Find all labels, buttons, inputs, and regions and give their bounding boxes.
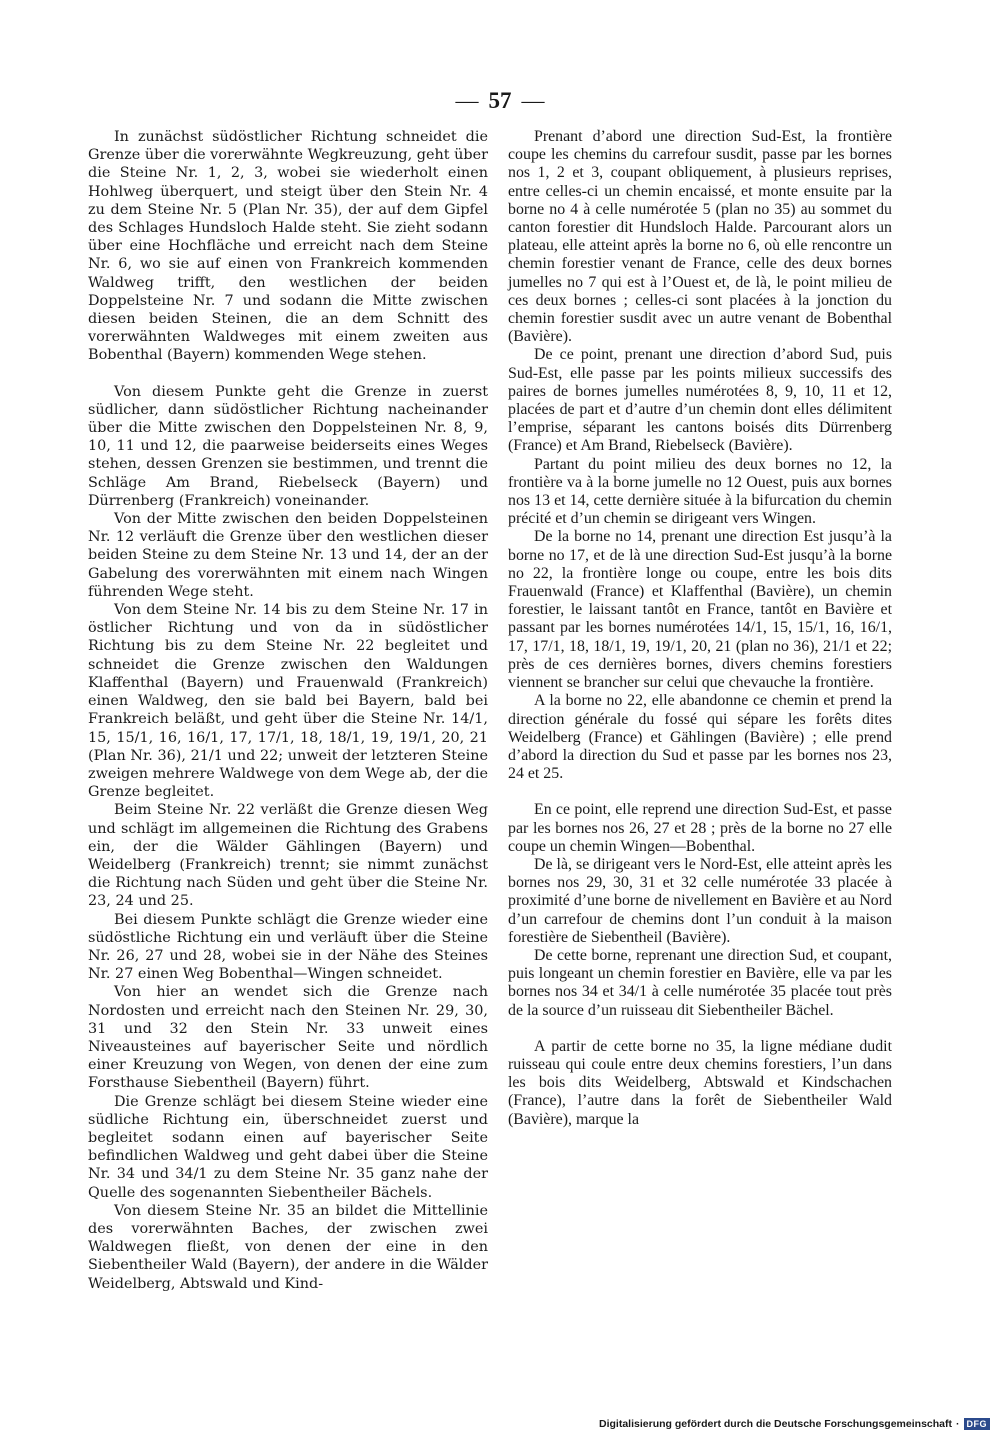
french-paragraph: De là, se dirigeant vers le Nord-Est, elle atteint après les bornes nos 29, 30, 31 et 32 celle numérotée 33 placée à proximité d’une borne de nivellement en Bavière et au Nord d’un carrefour de chemins dont l’un conduit à la maison forestière de Siebentheil (Bavière). [508, 855, 892, 946]
german-column [88, 128, 488, 1293]
french-paragraph: De la borne no 14, prenant une direction Est jusqu’à la borne no 17, et de là une direction Sud-Est jusqu’à la borne no 22, la frontière longe ou coupe, entre les bois dits Frauenwald (France) et Klaffenthal (Bavière), un chemin forestier, le laissant tantôt en France, tantôt en Bavière et passant par les bornes numérotées 14/1, 15, 15/1, 16, 16/1, 17, 17/1, 18, 18/1, 19, 19/1, 20, 21 (plan no 36), 21/1 et 22; près de ces dernières bornes, divers chemins forestiers viennent se brancher sur celui que chevauche la frontière. [508, 528, 892, 692]
page-number [0, 88, 1000, 114]
german-paragraph: Von diesem Steine Nr. 35 an bildet die Mittellinie des vorerwähnten Baches, der zwischen zwei Waldwegen fließt, von denen der eine in den Siebentheiler Wald (Bayern), der andere in die Wälder Weidelberg, Abtswald und Kind- [88, 1202, 488, 1292]
german-paragraph: Von dem Steine Nr. 14 bis zu dem Steine Nr. 17 in östlicher Richtung und von da in südöstlicher Richtung bis zu dem Steine Nr. 22 begleitet und schneidet die Grenze zwischen den Waldungen Klaffenthal (Bayern) und Frauenwald (Frankreich) einen Waldweg, den sie bald bei Bayern, bald bei Frankreich beläßt, und geht über die Steine Nr. 14/1, 15, 15/1, 16, 16/1, 17, 17/1, 18, 18/1, 19, 19/1, 20, 21 (Plan Nr. 36), 21/1 und 22; unweit der letzteren Steine zweigen mehrere Waldwege von dem Wege ab, der die Grenze begleitet. [88, 602, 488, 801]
german-paragraph: Von diesem Punkte geht die Grenze in zuerst südlicher, dann südöstlicher Richtung nacheinander über die Mitte zwischen den Doppelsteinen Nr. 8, 9, 10, 11 und 12, die paarweise beiderseits eines Weges stehen, dessen Grenzen sie bestimmen, und trennt die Schläge Am Brand, Riebelseck (Bayern) und Dürrenberg (Frankreich) voneinander. [88, 383, 488, 509]
german-paragraph: Beim Steine Nr. 22 verläßt die Grenze diesen Weg und schlägt im allgemeinen die Richtung des Grabens ein, der die Wälder Gählingen (Bayern) und Weidelberg (Frankreich) trennt; sie nimmt zunächst die Richtung nach Süden und geht über die Steine Nr. 23, 24 und 25. [88, 802, 488, 910]
page-number-dash-right: — [521, 88, 545, 113]
french-paragraph: A partir de cette borne no 35, la ligne médiane dudit ruisseau qui coule entre deux chemins forestiers, l’un dans les bois dits Weidelberg, Abtswald et Kindschachen (France), l’autre dans la forêt de Siebentheiler Wald (Bavière), marque la [508, 1037, 892, 1128]
french-paragraph: Partant du point milieu des deux bornes no 12, la frontière va à la borne jumelle no 12 Ouest, puis aux bornes nos 13 et 14, cette dernière située à la bifurcation du chemin précité et d’un chemin se dirigeant vers Wingen. [508, 455, 892, 528]
german-paragraph: Bei diesem Punkte schlägt die Grenze wieder eine südöstliche Richtung ein und verläuft über die Steine Nr. 26, 27 und 28, wobei sie in der Nähe des Steines Nr. 27 einen Weg Bobenthal—Wingen schneidet. [88, 911, 488, 983]
french-paragraph: De ce point, prenant une direction d’abord Sud, puis Sud-Est, elle passe par les points milieux successifs des paires de bornes jumelles numérotées 8, 9, 10, 11 et 12, placées de part et d’autre d’un chemin dont elles délimitent l’emprise, séparant les cantons boisés dits Dürrenberg (France) et Am Brand, Riebelseck (Bavière). [508, 346, 892, 455]
german-paragraph: Von der Mitte zwischen den beiden Doppelsteinen Nr. 12 verläuft die Grenze über den westlichen dieser beiden Steine zu dem Steine Nr. 13 und 14, der an der Gabelung des vorerwähnten mit einem nach Wingen führenden Wege steht. [88, 511, 488, 600]
french-paragraph: En ce point, elle reprend une direction Sud-Est, et passe par les bornes nos 26, 27 et 28 ; près de la borne no 27 elle coupe un chemin Wingen—Bobenthal. [508, 801, 892, 855]
footer-separator: · [956, 1418, 960, 1430]
dfg-logo-icon: DFG [964, 1418, 991, 1430]
french-paragraph: De cette borne, reprenant une direction Sud, et coupant, puis longeant un chemin forestier en Bavière, elle va par les bornes nos 34 et 34/1 à celle numérotée 35 placée tout près de la source d’un ruisseau dit Siebentheiler Bächel. [508, 946, 892, 1019]
footer-text: Digitalisierung gefördert durch die Deutsche Forschungsgemeinschaft [599, 1418, 952, 1430]
german-paragraph: Von hier an wendet sich die Grenze nach Nordosten und erreicht nach den Steinen Nr. 29, 30, 31 und 32 den Stein Nr. 33 unweit eines Niveausteines auf bayerischer Seite und nördlich einer Kreuzung von Wegen, von denen der eine zum Forsthause Siebentheil (Bayern) führt. [88, 984, 488, 1092]
page-number-value: 57 [488, 88, 512, 113]
footer-credit [599, 1418, 990, 1430]
german-paragraph: In zunächst südöstlicher Richtung schneidet die Grenze über die vorerwähnte Wegkreuzung, geht über die Steine Nr. 1, 2, 3, wobei sie wiederholt einen Hohlweg überquert, und steigt über den Stein Nr. 4 zu dem Steine Nr. 5 (Plan Nr. 35), der auf dem Gipfel des Schlages Hundsloch Halde steht. Sie zieht sodann über eine Hochfläche und erreicht nach dem Steine Nr. 6, wo sie auf einen von Frankreich kommenden Waldweg trifft, den westlichen der beiden Doppelsteine Nr. 7 und sodann die Mitte zwischen diesen beiden Steinen, die an dem Schnitt des vorerwähnten Waldweges mit einem zweiten aus Bobenthal (Bayern) kommenden Wege stehen. [88, 129, 488, 364]
french-paragraph: A la borne no 22, elle abandonne ce chemin et prend la direction générale du fossé qui sépare les forêts dites Weidelberg (France) et Gählingen (Bavière) ; elle prend d’abord la direction du Sud et passe par les bornes nos 23, 24 et 25. [508, 692, 892, 783]
french-column [508, 128, 892, 1129]
page-number-dash-left: — [455, 88, 479, 113]
german-paragraph: Die Grenze schlägt bei diesem Steine wieder eine südliche Richtung ein, überschneidet zuerst und begleitet sodann einen auf bayerischer Seite befindlichen Waldweg und geht dabei über die Steine Nr. 34 und 34/1 zu dem Steine Nr. 35 ganz nahe der Quelle des sogenannten Siebentheiler Bächels. [88, 1093, 488, 1201]
french-paragraph: Prenant d’abord une direction Sud-Est, la frontière coupe les chemins du carrefour susdit, passe par les bornes nos 1, 2 et 3, coupant obliquement, à plusieurs reprises, entre celles-ci un chemin encaissé, et monte ensuite par la borne no 4 à celle numérotée 5 (plan no 35) au sommet du canton forestier dit Hundsloch Halde. Parcourant alors un plateau, elle atteint après la borne no 6, où elle rencontre un chemin forestier venant de France, celle des deux bornes jumelles no 7 qui est à l’Ouest et, de là, le point milieu de ces deux bornes ; celles-ci sont placées à la jonction du chemin forestier susdit avec un autre venant de Bobenthal (Bavière). [508, 128, 892, 346]
